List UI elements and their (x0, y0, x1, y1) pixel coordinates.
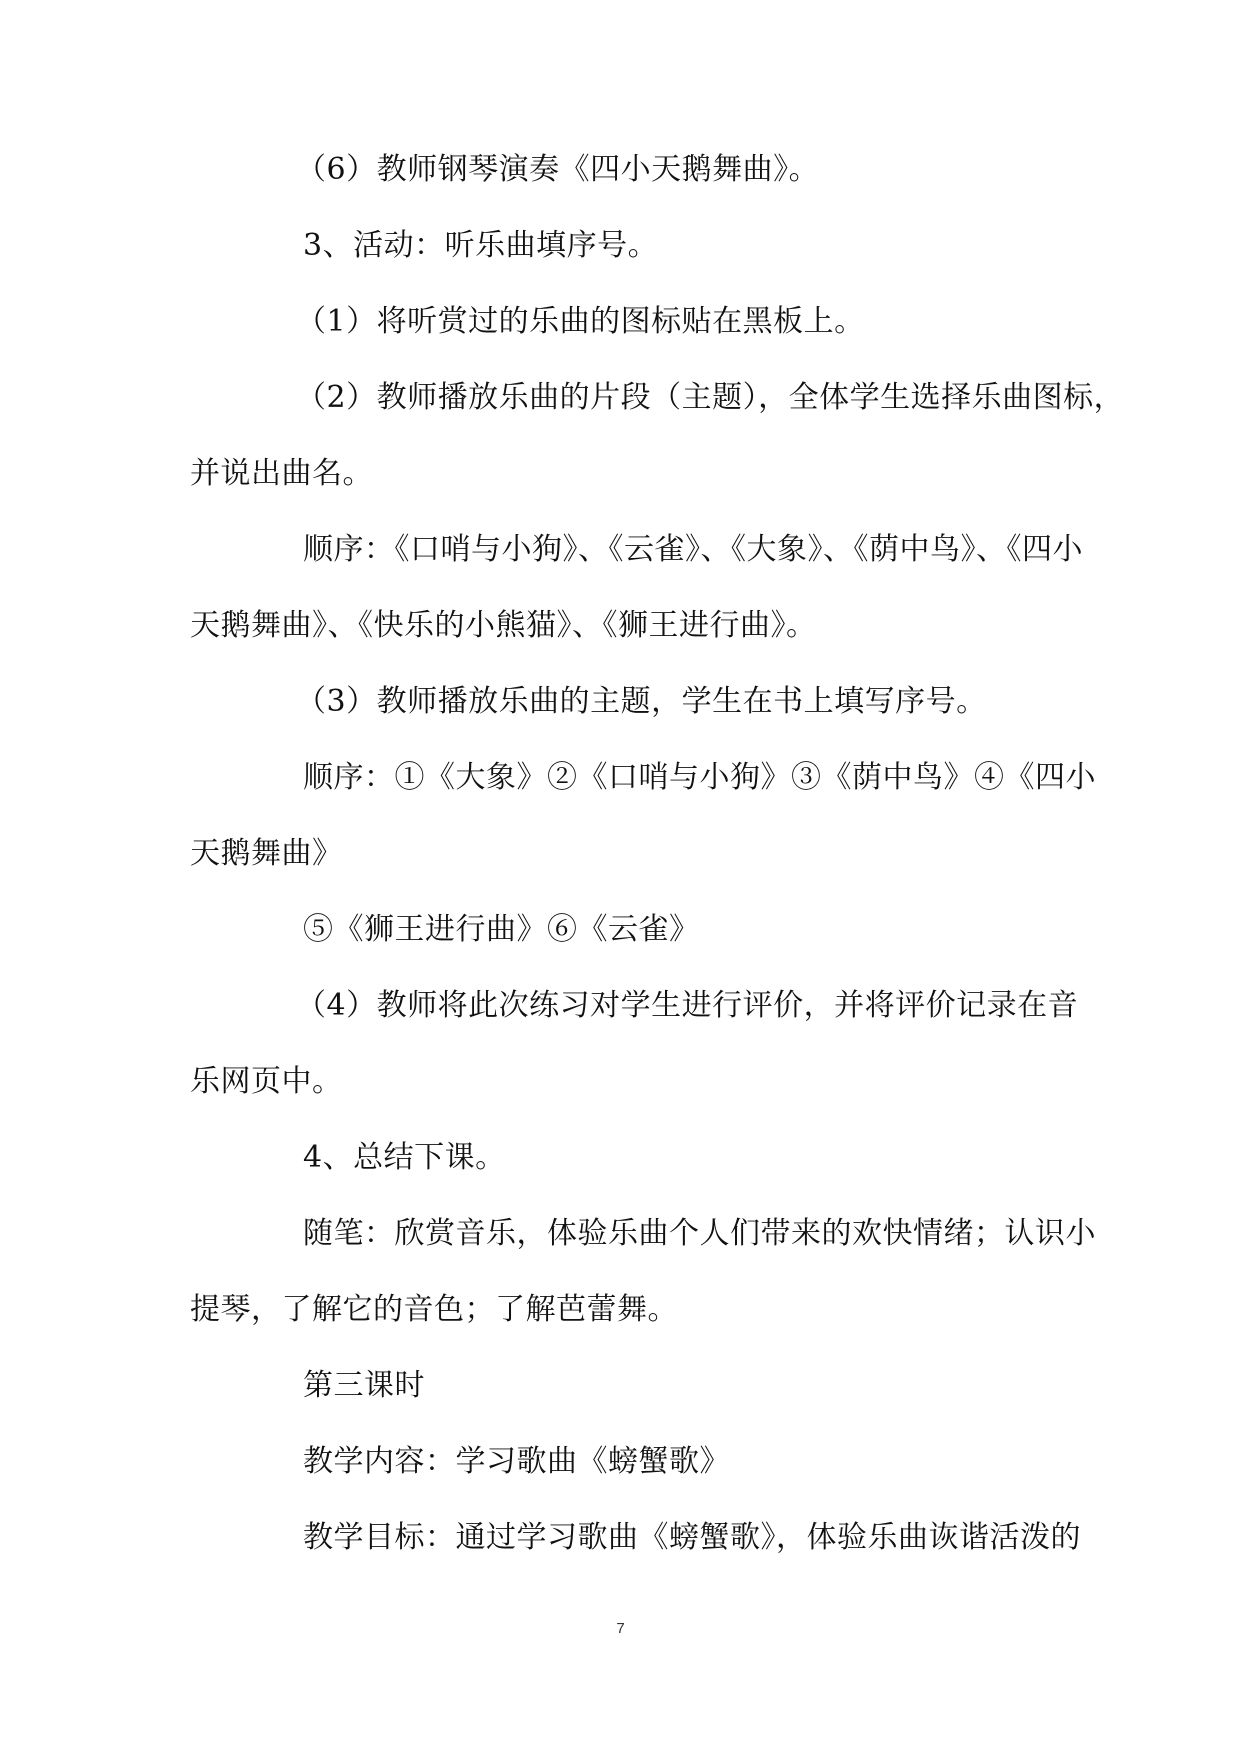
text-line: （1）将听赏过的乐曲的图标贴在黑板上。 (296, 304, 865, 339)
text-line: 并说出曲名。 (190, 456, 373, 491)
text-line: 教学内容：学习歌曲《螃蟹歌》 (303, 1444, 730, 1479)
text-line: （3）教师播放乐曲的主题，学生在书上填写序号。 (296, 684, 987, 719)
text-line: 顺序：《口哨与小狗》、《云雀》、《大象》、《荫中鸟》、《四小 (303, 532, 1083, 567)
text-line: 天鹅舞曲》、《快乐的小熊猫》、《狮王进行曲》。 (190, 608, 817, 643)
text-line: （2）教师播放乐曲的片段（主题），全体学生选择乐曲图标， (296, 380, 1125, 415)
text-line: ⑤《狮王进行曲》⑥《云雀》 (303, 912, 700, 947)
text-line: 教学目标：通过学习歌曲《螃蟹歌》，体验乐曲诙谐活泼的 (303, 1520, 1081, 1555)
text-line: 顺序：①《大象》②《口哨与小狗》③《荫中鸟》④《四小 (303, 760, 1096, 795)
text-line: 天鹅舞曲》 (190, 836, 343, 871)
text-line: 4、总结下课。 (303, 1140, 506, 1175)
page-number: 7 (616, 1620, 625, 1637)
text-line: 第三课时 (303, 1368, 425, 1403)
text-line: （6）教师钢琴演奏《四小天鹅舞曲》。 (296, 152, 820, 187)
text-line: 随笔：欣赏音乐，体验乐曲个人们带来的欢快情绪；认识小 (303, 1216, 1096, 1251)
text-line: 3、活动：听乐曲填序号。 (303, 228, 659, 263)
text-line: （4）教师将此次练习对学生进行评价，并将评价记录在音 (296, 988, 1079, 1023)
text-line: 乐网页中。 (190, 1064, 343, 1099)
text-line: 提琴，了解它的音色；了解芭蕾舞。 (190, 1292, 678, 1327)
